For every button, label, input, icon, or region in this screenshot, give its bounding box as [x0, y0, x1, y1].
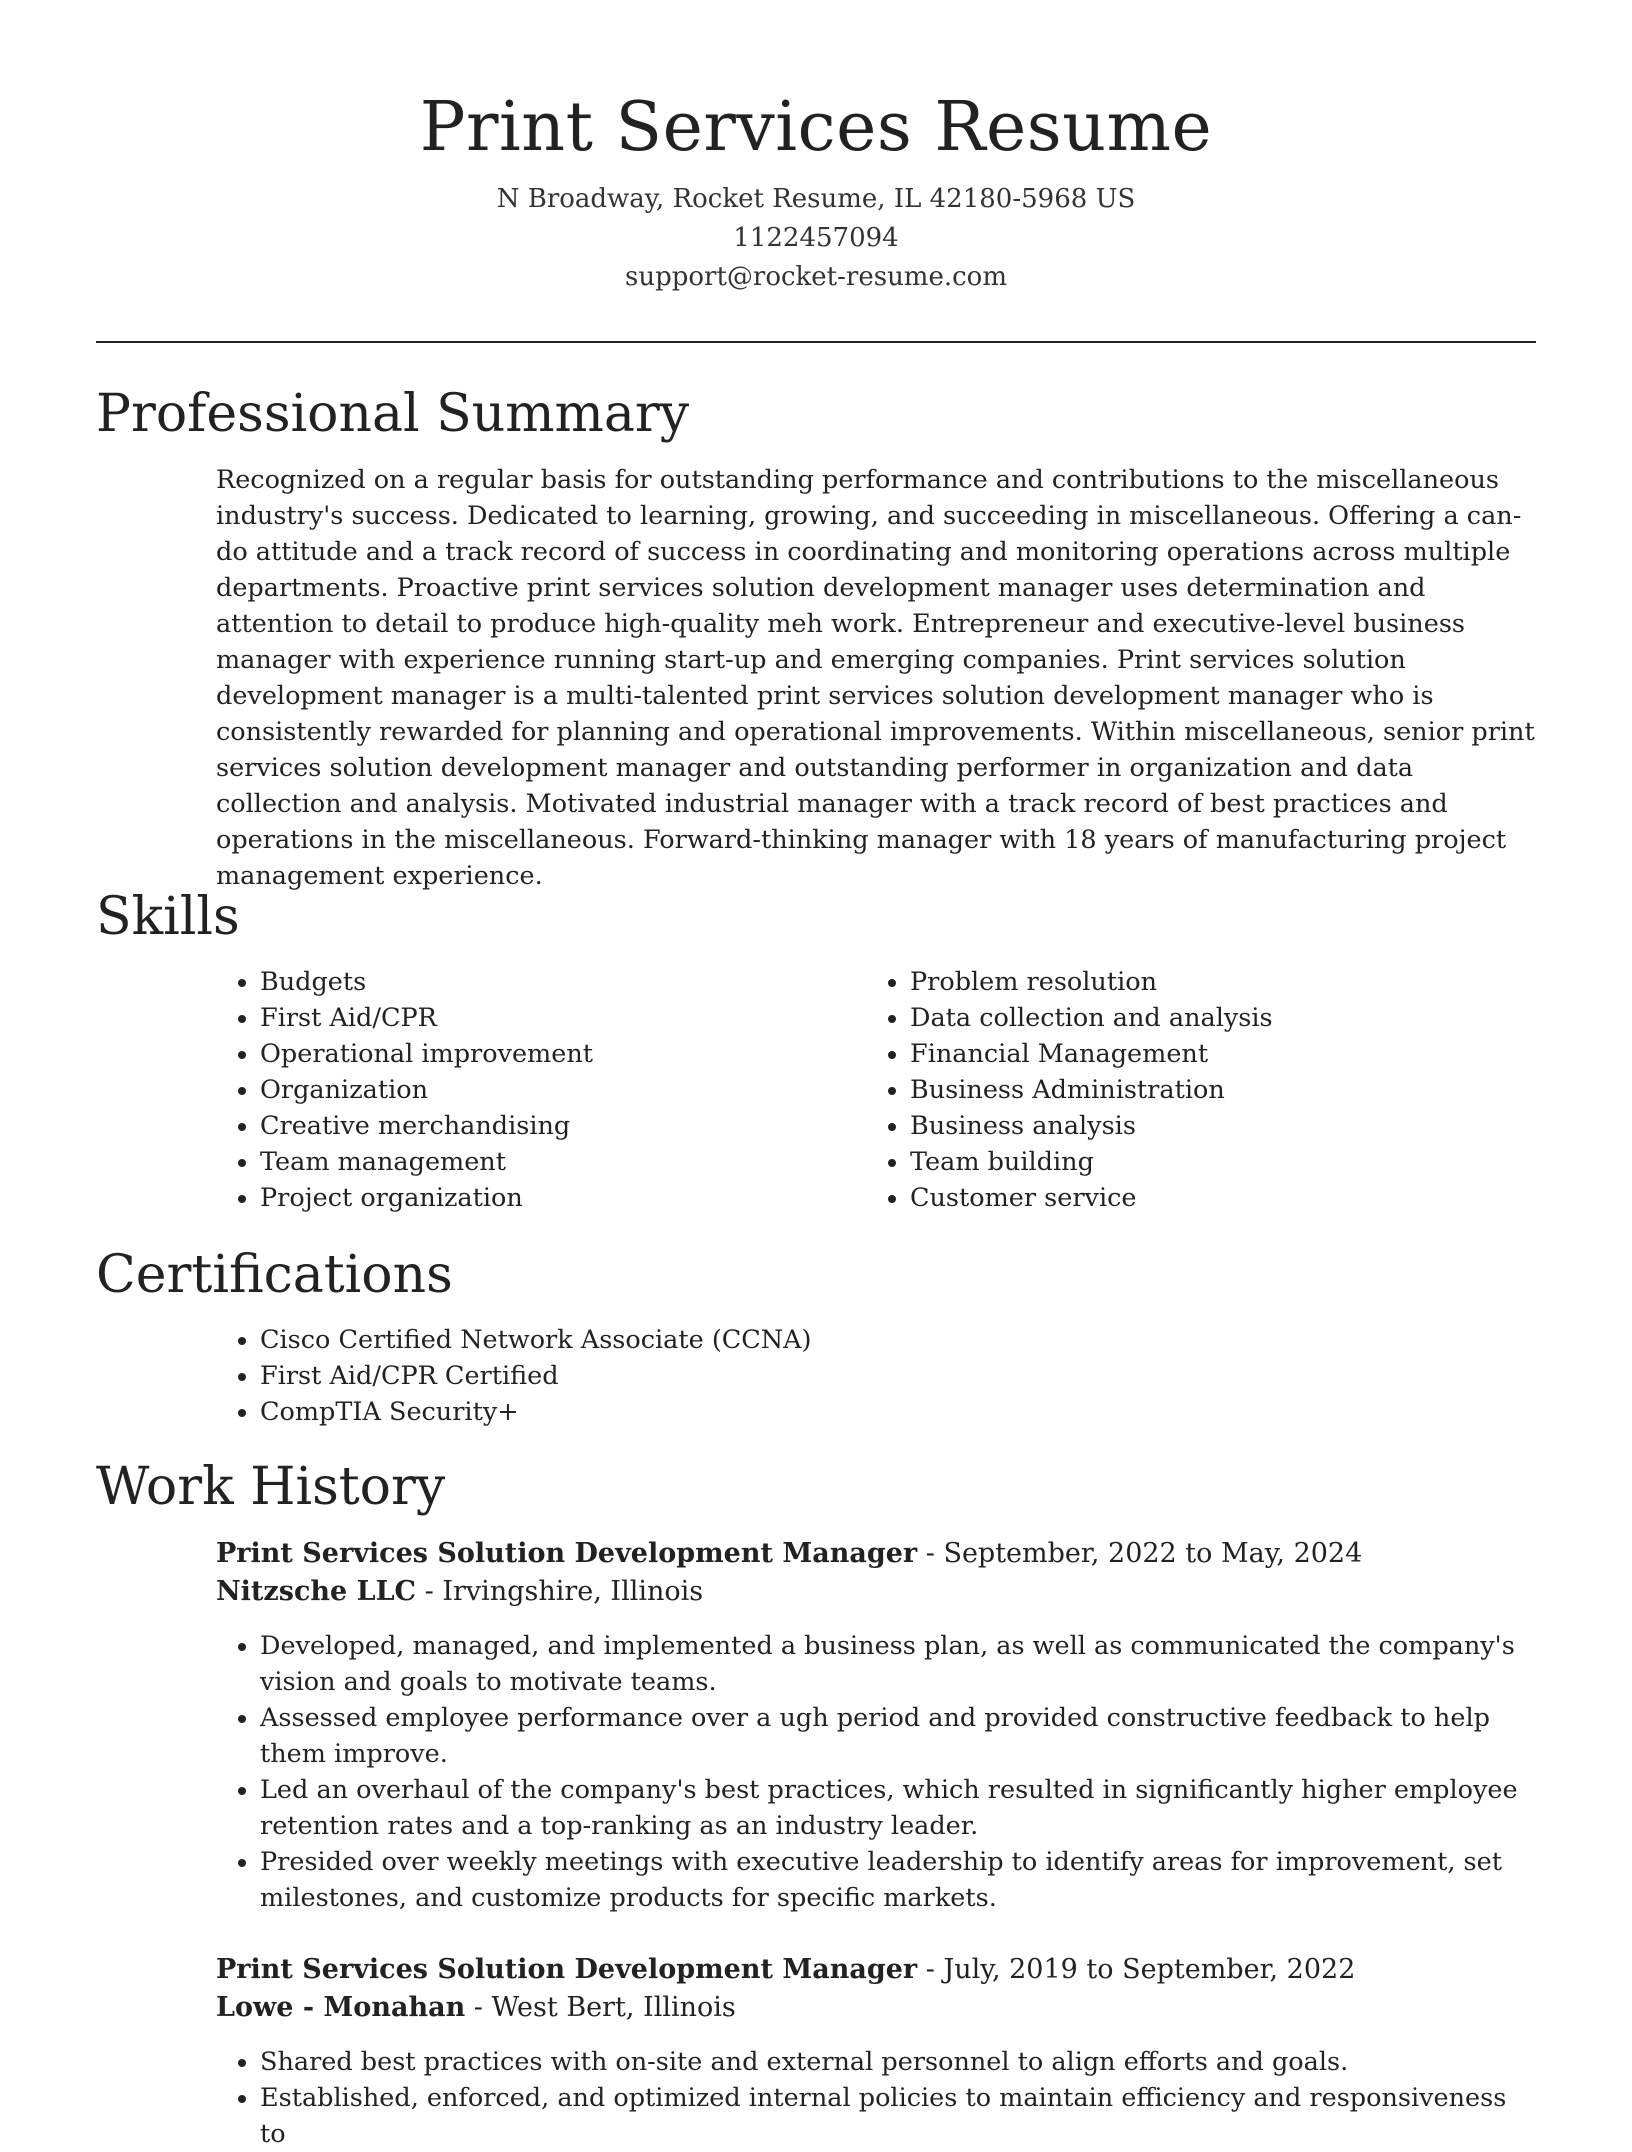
list-item: • Project organization [260, 1180, 820, 1216]
list-item: • Led an overhaul of the company's best practices, which resulted in significantly higher employee retention rates and a top-ranking as an industry leader. [260, 1772, 1536, 1844]
list-item: • Budgets [260, 964, 820, 1000]
job-location: West Bert, Illinois [491, 1992, 736, 2023]
work-history-heading: Work History [96, 1457, 446, 1517]
list-item: • Established, enforced, and optimized internal policies to maintain efficiency and responsiveness to [260, 2080, 1536, 2152]
list-item: • Developed, managed, and implemented a business plan, as well as communicated the company's vision and goals to motivate teams. [260, 1628, 1536, 1700]
list-item: • Business analysis [910, 1108, 1530, 1144]
job-bullets [216, 2044, 1536, 2152]
list-item: • Customer service [910, 1180, 1530, 1216]
list-item: • Team building [910, 1144, 1530, 1180]
job-role: Print Services Solution Development Manager [216, 1538, 918, 1569]
contact-phone: 1122457094 [733, 223, 899, 253]
list-item: • First Aid/CPR Certified [260, 1358, 1580, 1394]
list-item: • Shared best practices with on-site and external personnel to align efforts and goals. [260, 2044, 1536, 2080]
job-role: Print Services Solution Development Manager [216, 1954, 918, 1985]
skills-list-left [216, 964, 820, 1216]
resume-title: Print Services Resume [419, 88, 1213, 167]
header-divider [96, 341, 1536, 343]
list-item: • Assessed employee performance over a ugh period and provided constructive feedback to help them improve. [260, 1700, 1536, 1772]
job-heading: Print Services Solution Development Manager - September, 2022 to May, 2024 [216, 1538, 1363, 1569]
job-dates: July, 2019 to September, 2022 [943, 1954, 1356, 1985]
resume-header [0, 80, 1632, 297]
contact-email: support@rocket-resume.com [624, 262, 1007, 292]
list-item: • CompTIA Security+ [260, 1394, 1580, 1430]
job-heading: Print Services Solution Development Manager - July, 2019 to September, 2022 [216, 1954, 1356, 1985]
list-item: • Cisco Certified Network Associate (CCNA) [260, 1322, 1580, 1358]
list-item: • Creative merchandising [260, 1108, 820, 1144]
list-item: • Financial Management [910, 1036, 1530, 1072]
certifications-heading: Certifications [96, 1245, 453, 1305]
skills-heading: Skills [96, 887, 240, 947]
list-item: • Operational improvement [260, 1036, 820, 1072]
list-item: • Problem resolution [910, 964, 1530, 1000]
job-dates: September, 2022 to May, 2024 [943, 1538, 1363, 1569]
job-company: Lowe - Monahan [216, 1992, 466, 2023]
list-item: • Data collection and analysis [910, 1000, 1530, 1036]
job-company: Nitzsche LLC [216, 1576, 417, 1607]
certifications-list [216, 1322, 1580, 1430]
list-item: • Presided over weekly meetings with executive leadership to identify areas for improvement, set milestones, and customize products for specific markets. [260, 1844, 1536, 1916]
job-location: Irvingshire, Illinois [442, 1576, 704, 1607]
job-bullets [216, 1628, 1536, 1916]
contact-block [0, 180, 1632, 297]
list-item: • Organization [260, 1072, 820, 1108]
skills-list-right [866, 964, 1530, 1216]
list-item: • First Aid/CPR [260, 1000, 820, 1036]
contact-address: N Broadway, Rocket Resume, IL 42180-5968 US [496, 184, 1136, 214]
job-employer: Nitzsche LLC - Irvingshire, Illinois [216, 1576, 704, 1607]
list-item: • Business Administration [910, 1072, 1530, 1108]
list-item: • Team management [260, 1144, 820, 1180]
summary-text: Recognized on a regular basis for outstanding performance and contributions to the miscellaneous industry's success. Dedicated to learning, growing, and succeeding in miscellaneous. Offering a can-do attitude and a track record of success in coordinating and monitoring operations across multiple departments. Proactive print services solution development manager uses determination and attention to detail to produce high-quality meh work. Entrepreneur and executive-level business manager with experience running start-up and emerging companies. Print services solution development manager is a multi-talented print services solution development manager who is consistently rewarded for planning and operational improvements. Within miscellaneous, senior print services solution development manager and outstanding performer in organization and data collection and analysis. Motivated industrial manager with a track record of best practices and operations in the miscellaneous. Forward-thinking manager with 18 years of manufacturing project management experience. [216, 465, 1535, 891]
job-employer: Lowe - Monahan - West Bert, Illinois [216, 1992, 736, 2023]
summary-heading: Professional Summary [96, 384, 690, 444]
